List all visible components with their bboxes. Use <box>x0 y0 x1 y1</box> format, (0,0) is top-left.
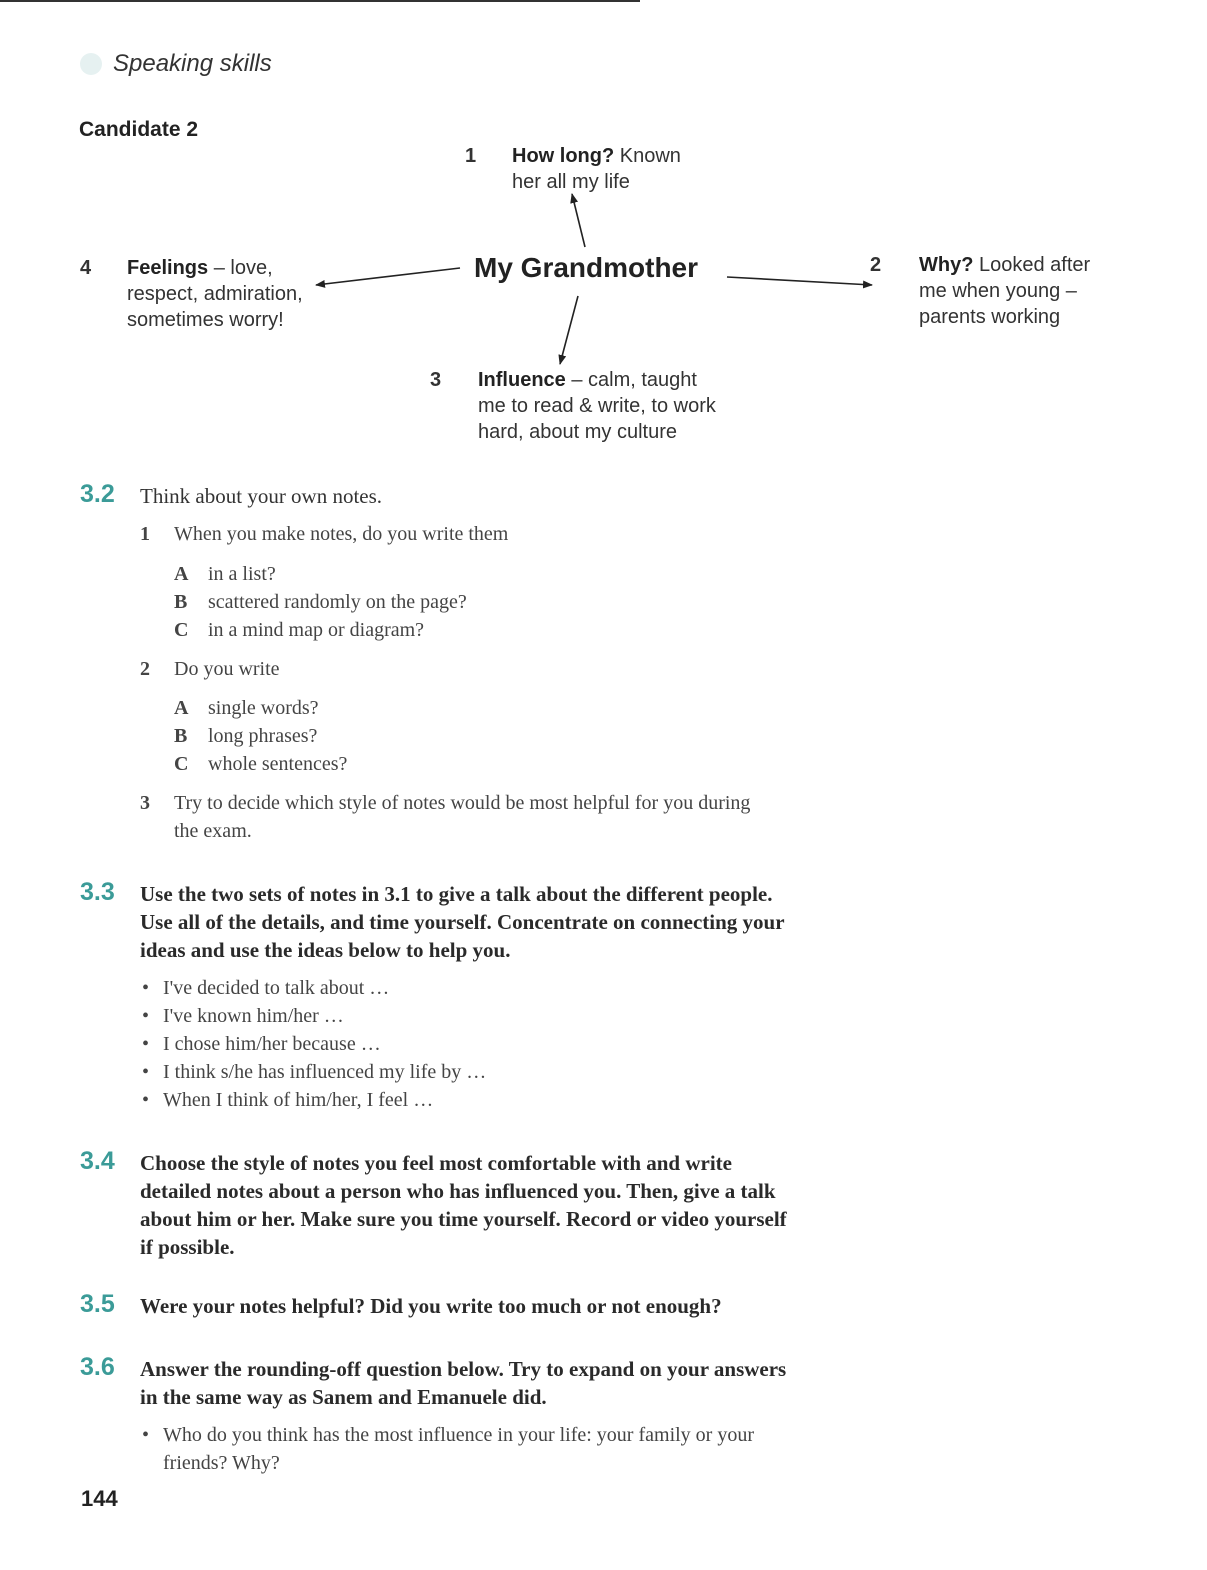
option-text: in a list? <box>208 563 276 585</box>
node-heading: Influence <box>478 369 566 391</box>
node-text: me when young – <box>919 280 1077 302</box>
node-text: Looked after <box>973 254 1091 276</box>
node-number: 1 <box>465 145 477 167</box>
option-letter: C <box>174 753 189 775</box>
arrow-to-node-2 <box>727 277 872 285</box>
question-text: When you make notes, do you write them <box>174 523 509 545</box>
bullet-icon: • <box>142 1424 150 1446</box>
node-text: hard, about my culture <box>478 421 677 443</box>
node-text: Known <box>614 145 681 167</box>
node-number: 3 <box>430 369 442 391</box>
mindmap-node-3 <box>430 367 810 447</box>
exercise-number: 3.3 <box>80 878 115 906</box>
exercise-instruction: Were your notes helpful? Did you write too much or not enough? <box>140 1294 722 1318</box>
mindmap-node-2 <box>870 252 1190 332</box>
exercise-number: 3.6 <box>80 1353 115 1381</box>
node-text: me to read & write, to work <box>478 395 716 417</box>
option-letter: A <box>174 563 189 585</box>
mindmap-node-4 <box>80 255 380 335</box>
mindmap-center: My Grandmother <box>474 252 699 283</box>
node-text: – love, <box>208 257 273 279</box>
exercise-number: 3.4 <box>80 1147 115 1175</box>
candidate-heading: Candidate 2 <box>79 118 199 141</box>
option-text: single words? <box>208 697 319 719</box>
mindmap-node-1 <box>465 143 765 203</box>
bullet-icon: • <box>142 1005 150 1027</box>
option-letter: C <box>174 619 189 641</box>
exercise-instruction: Choose the style of notes you feel most comfortable with and write detailed notes about a person who has influenced you. Then, give a talk about him or her. Make sure you time yourself. Record or video yourself if possible. <box>140 1151 787 1259</box>
exercise-number: 3.5 <box>80 1290 115 1318</box>
bullet-text: Who do you think has the most influence in your life: your family or your friends? Why? <box>163 1424 754 1474</box>
question-number: 2 <box>140 658 150 680</box>
exercise-instruction: Use the two sets of notes in 3.1 to give a talk about the different people. Use all of the details, and time yourself. Concentrate on connecting your ideas and use the ideas below to help you. <box>140 882 785 962</box>
option-letter: A <box>174 697 189 719</box>
option-text: long phrases? <box>208 725 318 747</box>
bullet-text: I think s/he has influenced my life by … <box>163 1061 487 1083</box>
section-title: Speaking skills <box>113 50 272 77</box>
bullet-icon: • <box>142 1089 150 1111</box>
node-heading: Feelings <box>127 257 209 279</box>
arrow-to-node-3 <box>560 296 578 364</box>
option-letter: B <box>174 725 188 747</box>
bullet-text: When I think of him/her, I feel … <box>163 1089 434 1111</box>
page-number: 144 <box>81 1486 118 1511</box>
node-heading: Why? <box>919 254 974 276</box>
node-text: parents working <box>919 306 1061 328</box>
question-number: 1 <box>140 523 150 545</box>
question-text: Try to decide which style of notes would be most helpful for you during the exam. <box>174 792 751 842</box>
exercise-instruction: Answer the rounding-off question below. Try to expand on your answers in the same way as Sanem and Emanuele did. <box>140 1357 787 1409</box>
question-text: Do you write <box>174 658 280 680</box>
bullet-icon: • <box>142 977 150 999</box>
option-text: in a mind map or diagram? <box>208 619 425 641</box>
node-number: 2 <box>870 254 882 276</box>
bullet-text: I've known him/her … <box>163 1005 344 1027</box>
node-text: her all my life <box>512 171 630 193</box>
bullet-icon: • <box>142 1061 150 1083</box>
node-number: 4 <box>80 257 92 279</box>
node-heading: How long? <box>512 145 615 167</box>
bullet-text: I chose him/her because … <box>163 1033 381 1055</box>
bullet-icon: • <box>142 1033 150 1055</box>
node-text: sometimes worry! <box>127 309 284 331</box>
question-number: 3 <box>140 792 150 814</box>
option-text: whole sentences? <box>208 753 348 775</box>
node-text: respect, admiration, <box>127 283 303 305</box>
option-text: scattered randomly on the page? <box>208 591 467 613</box>
option-letter: B <box>174 591 188 613</box>
bullet-text: I've decided to talk about … <box>163 977 390 999</box>
node-text: – calm, taught <box>565 369 697 391</box>
exercise-number: 3.2 <box>80 480 115 508</box>
exercise-instruction: Think about your own notes. <box>140 484 383 508</box>
